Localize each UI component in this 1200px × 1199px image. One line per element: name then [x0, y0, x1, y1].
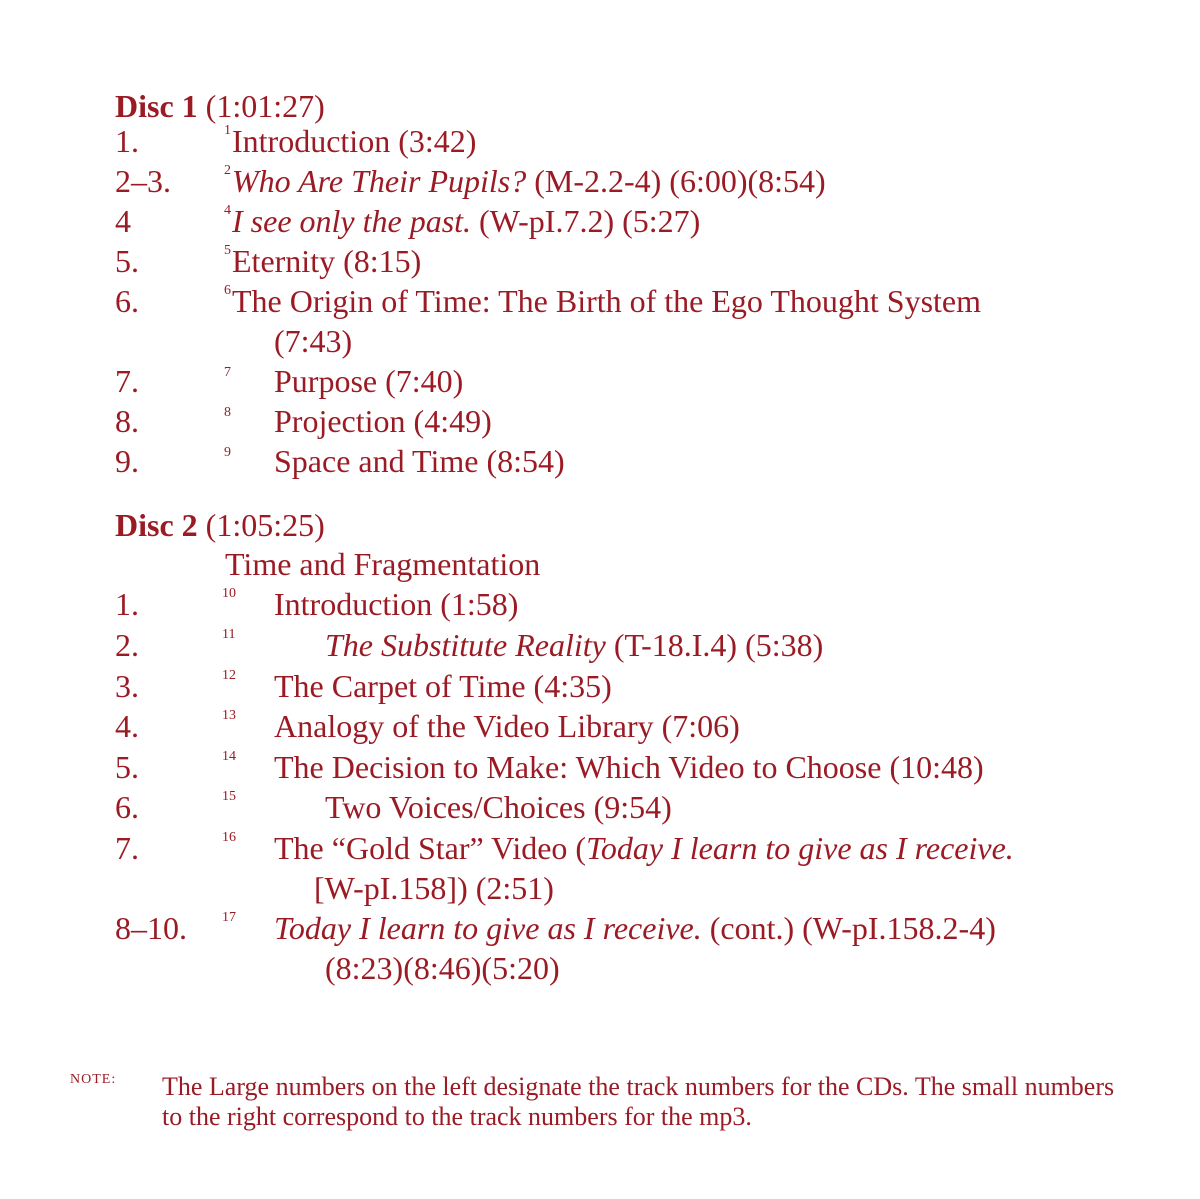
track-title-text: Eternity (8:15) — [232, 243, 422, 279]
disc2-subtitle: Time and Fragmentation — [225, 546, 541, 582]
mp3-track-number: 16 — [222, 830, 236, 845]
cd-track-number: 2–3. — [115, 163, 171, 199]
disc1-header — [115, 86, 325, 126]
cd-track-number: 1. — [115, 586, 139, 622]
track-title-text: The Origin of Time: The Birth of the Ego Thought System — [232, 283, 982, 319]
track-title — [274, 584, 518, 624]
track-title — [274, 361, 463, 401]
track-title-text: (T-18.I.4) (5:38) — [605, 627, 824, 663]
track-title-text: (M-2.2-4) (6:00)(8:54) — [526, 163, 826, 199]
track-title-text: Projection (4:49) — [274, 403, 492, 439]
track-title-text: The “Gold Star” Video ( — [274, 830, 587, 866]
cd-track-number: 4 — [115, 203, 131, 239]
track-title — [325, 625, 823, 665]
mp3-track-number: 1 — [224, 123, 231, 138]
track-title — [274, 828, 1014, 868]
track-title-italic: Today I learn to give as I receive. — [586, 830, 1014, 866]
cd-track-number: 9. — [115, 443, 139, 479]
disc2-title: Disc 2 — [115, 507, 198, 543]
mp3-track-number: 12 — [222, 668, 236, 683]
mp3-track-number: 6 — [224, 283, 231, 298]
track-title — [232, 241, 421, 281]
cd-track-number: 4. — [115, 708, 139, 744]
track-title-text: The Decision to Make: Which Video to Choose (10:48) — [274, 749, 984, 785]
track-title-text: Space and Time (8:54) — [274, 443, 565, 479]
track-title — [274, 666, 612, 706]
cd-track-number: 2. — [115, 627, 139, 663]
track-title — [274, 747, 984, 787]
track-title-italic: Who Are Their Pupils? — [232, 163, 527, 199]
track-title — [232, 201, 700, 241]
mp3-track-number: 17 — [222, 910, 236, 925]
mp3-track-number: 7 — [224, 365, 231, 380]
disc1-duration: (1:01:27) — [205, 88, 325, 124]
disc2-header — [115, 505, 325, 545]
cd-track-number: 5. — [115, 243, 139, 279]
cd-track-number: 1. — [115, 123, 139, 159]
track-title — [232, 281, 981, 321]
track-title-italic: Today I learn to give as I receive. — [274, 910, 702, 946]
cd-track-number: 3. — [115, 668, 139, 704]
track-title-text: Analogy of the Video Library (7:06) — [274, 708, 740, 744]
mp3-track-number: 4 — [224, 203, 231, 218]
track-title-text: Introduction (3:42) — [232, 123, 477, 159]
track-title-italic: I see only the past. — [232, 203, 472, 239]
track-title — [274, 441, 565, 481]
mp3-track-number: 8 — [224, 405, 231, 420]
track-title — [232, 161, 826, 201]
track-title — [325, 787, 672, 827]
track-title-text: (W-pI.7.2) (5:27) — [471, 203, 701, 239]
note-text: The Large numbers on the left designate the track numbers for the CDs. The small numbers to the right correspond to the track numbers for the mp3. — [162, 1072, 1115, 1131]
mp3-track-number: 13 — [222, 708, 236, 723]
track-title-text: (cont.) (W-pI.158.2-4) — [701, 910, 996, 946]
mp3-track-number: 14 — [222, 749, 236, 764]
disc2-duration: (1:05:25) — [205, 507, 325, 543]
mp3-track-number: 9 — [224, 445, 231, 460]
track-title — [274, 706, 740, 746]
track-title-continuation: (8:23)(8:46)(5:20) — [325, 950, 560, 986]
track-title-text: Purpose (7:40) — [274, 363, 464, 399]
track-title-text: Introduction (1:58) — [274, 586, 519, 622]
track-title-text: Two Voices/Choices (9:54) — [325, 789, 672, 825]
cd-track-number: 7. — [115, 830, 139, 866]
cd-track-number: 6. — [115, 789, 139, 825]
mp3-track-number: 5 — [224, 243, 231, 258]
track-title-continuation: [W-pI.158]) (2:51) — [314, 870, 554, 906]
cd-track-number: 6. — [115, 283, 139, 319]
mp3-track-number: 15 — [222, 789, 236, 804]
mp3-track-number: 2 — [224, 163, 231, 178]
cd-track-number: 7. — [115, 363, 139, 399]
track-title — [274, 908, 996, 948]
disc1-title: Disc 1 — [115, 88, 198, 124]
track-title-continuation: (7:43) — [274, 323, 353, 359]
mp3-track-number: 11 — [222, 627, 236, 642]
track-title-text: The Carpet of Time (4:35) — [274, 668, 612, 704]
track-title — [232, 121, 476, 161]
cd-track-number: 5. — [115, 749, 139, 785]
track-title — [274, 401, 492, 441]
note-label: NOTE: — [70, 1072, 117, 1087]
mp3-track-number: 10 — [222, 586, 236, 601]
cd-track-number: 8. — [115, 403, 139, 439]
track-title-italic: The Substitute Reality — [325, 627, 606, 663]
cd-track-number: 8–10. — [115, 910, 187, 946]
